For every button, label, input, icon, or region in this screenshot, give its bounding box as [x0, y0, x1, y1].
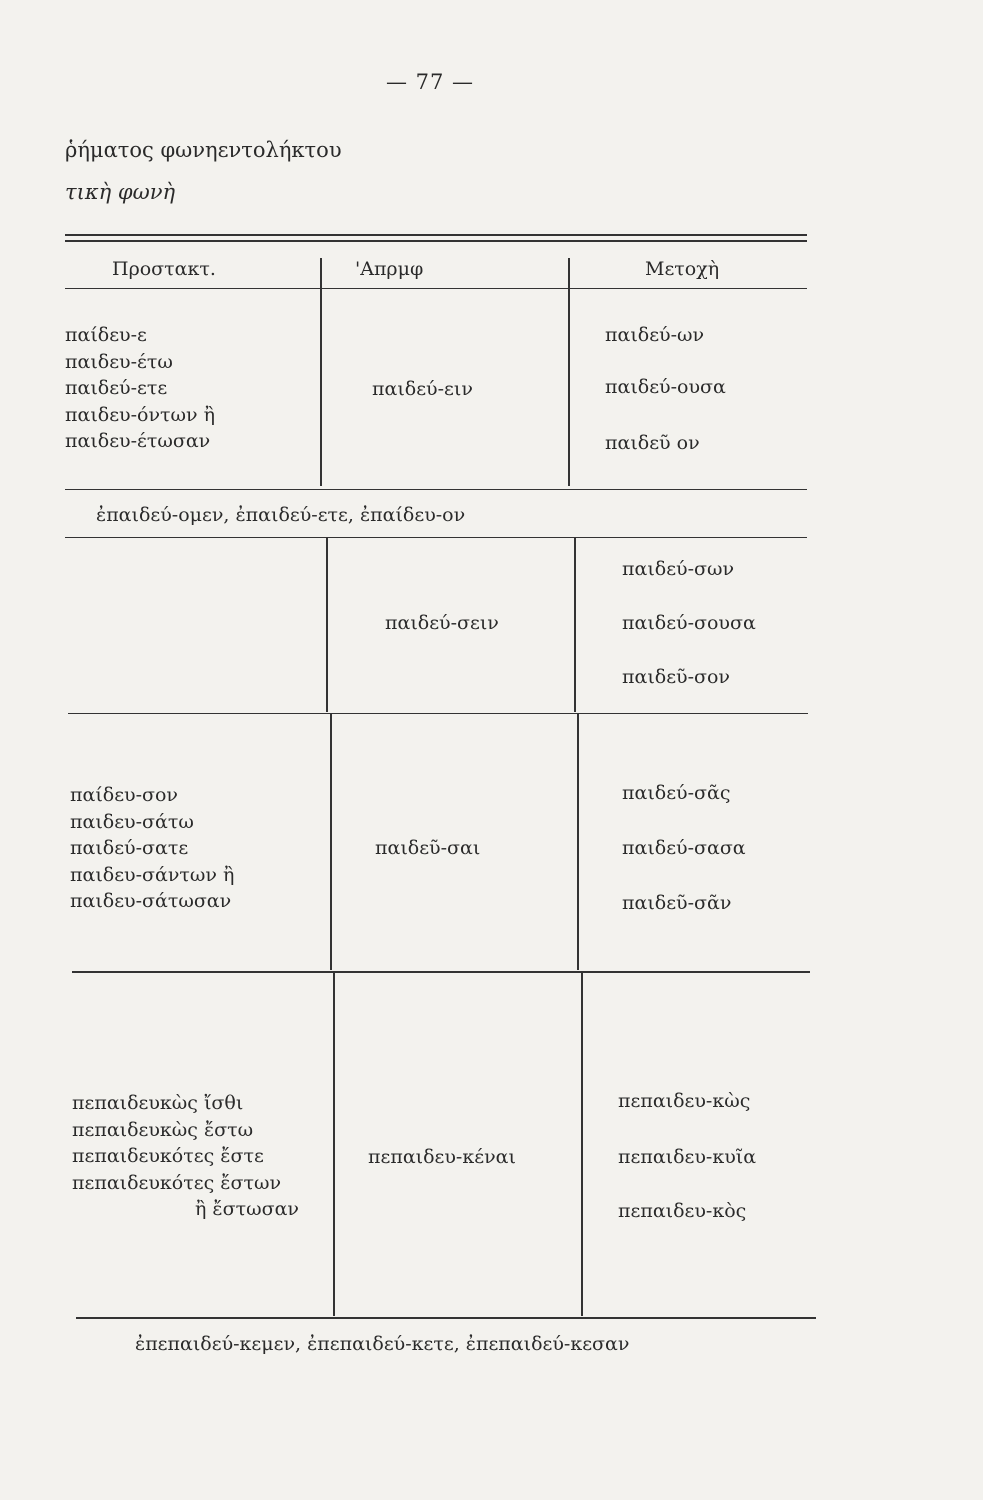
- column-header-infinitive: 'Απρμφ: [355, 258, 424, 280]
- list-item: πεπαιδευκότες ἔστε: [72, 1145, 264, 1167]
- list-item: παιδευ-όντων ἢ: [65, 403, 215, 426]
- list-item: παιδεύ-ετε: [65, 377, 168, 399]
- infinitive-form: παιδεύ-σειν: [385, 612, 499, 634]
- list-item: παιδευ-έτωσαν: [65, 430, 211, 452]
- list-item: πεπαιδευκὼς ἴσθι: [72, 1092, 244, 1114]
- column-divider: [574, 537, 576, 712]
- table-top-rule-2: [65, 240, 807, 242]
- participle-form: παιδεῦ-σᾶν: [622, 892, 732, 914]
- participle-form: παιδεύ-σασα: [622, 837, 746, 859]
- participle-form: πεπαιδευ-κὼς: [618, 1090, 751, 1112]
- section-rule: [68, 713, 808, 714]
- list-item: παιδευ-σάτω: [70, 810, 194, 833]
- column-divider: [568, 258, 570, 486]
- section-rule: [72, 971, 810, 973]
- table-top-rule: [65, 234, 807, 236]
- participle-form: παιδεύ-σουσα: [622, 612, 756, 634]
- list-item: πεπαιδευκότες ἔστων: [72, 1171, 281, 1194]
- participle-form: παιδεύ-ων: [605, 324, 705, 346]
- list-item: παιδευ-σάντων ἢ: [70, 863, 235, 886]
- infinitive-form: παιδεῦ-σαι: [375, 837, 481, 859]
- participle-form: παιδεύ-σᾶς: [622, 782, 731, 804]
- imperative-forms: [70, 782, 234, 915]
- list-item: παιδεύ-σατε: [70, 837, 189, 859]
- list-item: παίδευ-ε: [65, 324, 147, 346]
- section-subheading: τικὴ φωνὴ: [65, 180, 176, 204]
- column-divider: [330, 713, 332, 970]
- section-heading: ῥήματος φωνηεντολήκτου: [65, 138, 342, 162]
- participle-form: πεπαιδευ-κυῖα: [618, 1146, 757, 1168]
- section-rule: [65, 537, 807, 538]
- header-rule: [65, 288, 807, 289]
- list-item: πεπαιδευκὼς ἔστω: [72, 1118, 254, 1141]
- page-number: — 77 —: [385, 70, 475, 94]
- imperative-forms: [72, 1090, 299, 1223]
- column-header-imperative: Προστακτ.: [112, 258, 216, 280]
- section-rule: [65, 489, 807, 490]
- participle-form: παιδεύ-σων: [622, 558, 735, 580]
- column-divider: [581, 971, 583, 1316]
- list-item: παιδευ-σάτωσαν: [70, 890, 232, 912]
- list-item: παίδευ-σον: [70, 784, 178, 806]
- column-divider: [320, 258, 322, 486]
- full-row-text: ἐπεπαιδεύ-κεμεν, ἐπεπαιδεύ-κετε, ἐπεπαιδεύ-κεσαν: [135, 1333, 630, 1355]
- list-item: ἢ ἔστωσαν: [195, 1198, 299, 1220]
- participle-form: πεπαιδευ-κὸς: [618, 1200, 747, 1222]
- participle-form: παιδεύ-ουσα: [605, 376, 726, 398]
- infinitive-form: παιδεύ-ειν: [372, 378, 473, 400]
- list-item: παιδευ-έτω: [65, 350, 173, 373]
- column-divider: [333, 971, 335, 1316]
- participle-form: παιδεῦ-σον: [622, 666, 730, 688]
- infinitive-form: πεπαιδευ-κέναι: [368, 1146, 516, 1168]
- column-divider: [326, 537, 328, 712]
- column-divider: [577, 713, 579, 970]
- section-rule: [76, 1317, 816, 1319]
- full-row-text: ἐπαιδεύ-ομεν, ἐπαιδεύ-ετε, ἐπαίδευ-ον: [96, 504, 466, 526]
- column-header-participle: Μετοχὴ: [645, 258, 720, 280]
- imperative-forms: [65, 322, 215, 455]
- participle-form: παιδεῦ ον: [605, 432, 700, 454]
